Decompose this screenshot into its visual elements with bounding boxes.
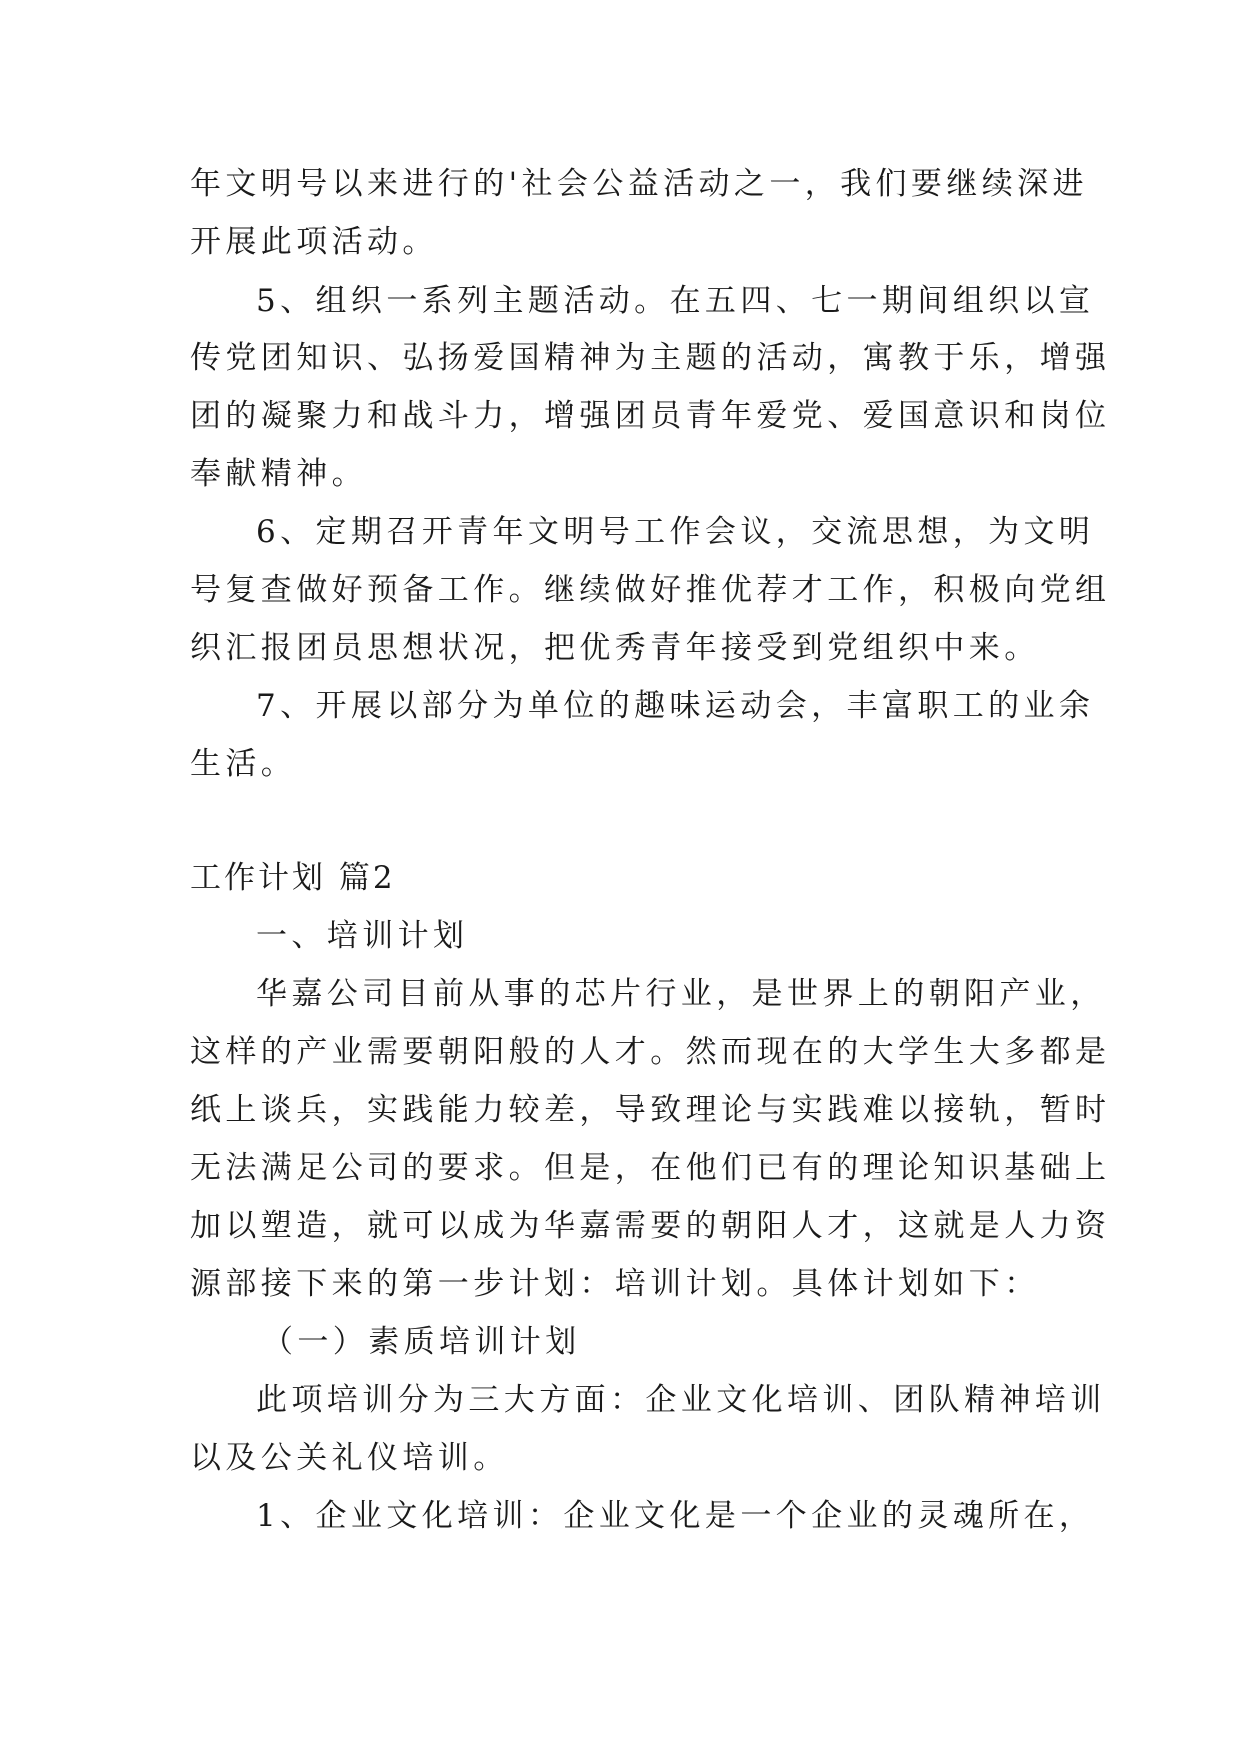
text-line: 号复查做好预备工作。继续做好推优荐才工作，积极向党组	[190, 572, 1111, 608]
text-line: 6、定期召开青年文明号工作会议，交流思想，为文明	[256, 514, 1095, 550]
text-line: 无法满足公司的要求。但是，在他们已有的理论知识基础上	[190, 1150, 1111, 1186]
subsection-heading: 一、培训计划	[256, 918, 469, 954]
text-line: 以及公关礼仪培训。	[190, 1440, 509, 1476]
text-line: 这样的产业需要朝阳般的人才。然而现在的大学生大多都是	[190, 1034, 1111, 1070]
subsection-heading: （一）素质培训计划	[262, 1324, 581, 1360]
text-line: 源部接下来的第一步计划：培训计划。具体计划如下：	[190, 1266, 1040, 1302]
text-line: 年文明号以来进行的'社会公益活动之一，我们要继续深进	[190, 166, 1088, 202]
text-line: 织汇报团员思想状况，把优秀青年接受到党组织中来。	[190, 630, 1040, 666]
text-line: 团的凝聚力和战斗力，增强团员青年爱党、爱国意识和岗位	[190, 398, 1111, 434]
text-line: 奉献精神。	[190, 456, 367, 492]
text-line: 生活。	[190, 746, 297, 782]
text-line: 加以塑造，就可以成为华嘉需要的朝阳人才，这就是人力资	[190, 1208, 1111, 1244]
text-line: 华嘉公司目前从事的芯片行业，是世界上的朝阳产业，	[256, 976, 1106, 1012]
text-line: 开展此项活动。	[190, 224, 438, 260]
text-line: 此项培训分为三大方面：企业文化培训、团队精神培训	[256, 1382, 1106, 1418]
text-line: 纸上谈兵，实践能力较差，导致理论与实践难以接轨，暂时	[190, 1092, 1111, 1128]
text-line: 7、开展以部分为单位的趣味运动会，丰富职工的业余	[256, 688, 1095, 724]
text-line: 1、企业文化培训：企业文化是一个企业的灵魂所在，	[256, 1498, 1095, 1534]
section-heading: 工作计划 篇2	[190, 860, 396, 896]
text-line: 传党团知识、弘扬爱国精神为主题的活动，寓教于乐，增强	[190, 340, 1111, 376]
text-line: 5、组织一系列主题活动。在五四、七一期间组织以宣	[256, 283, 1095, 319]
